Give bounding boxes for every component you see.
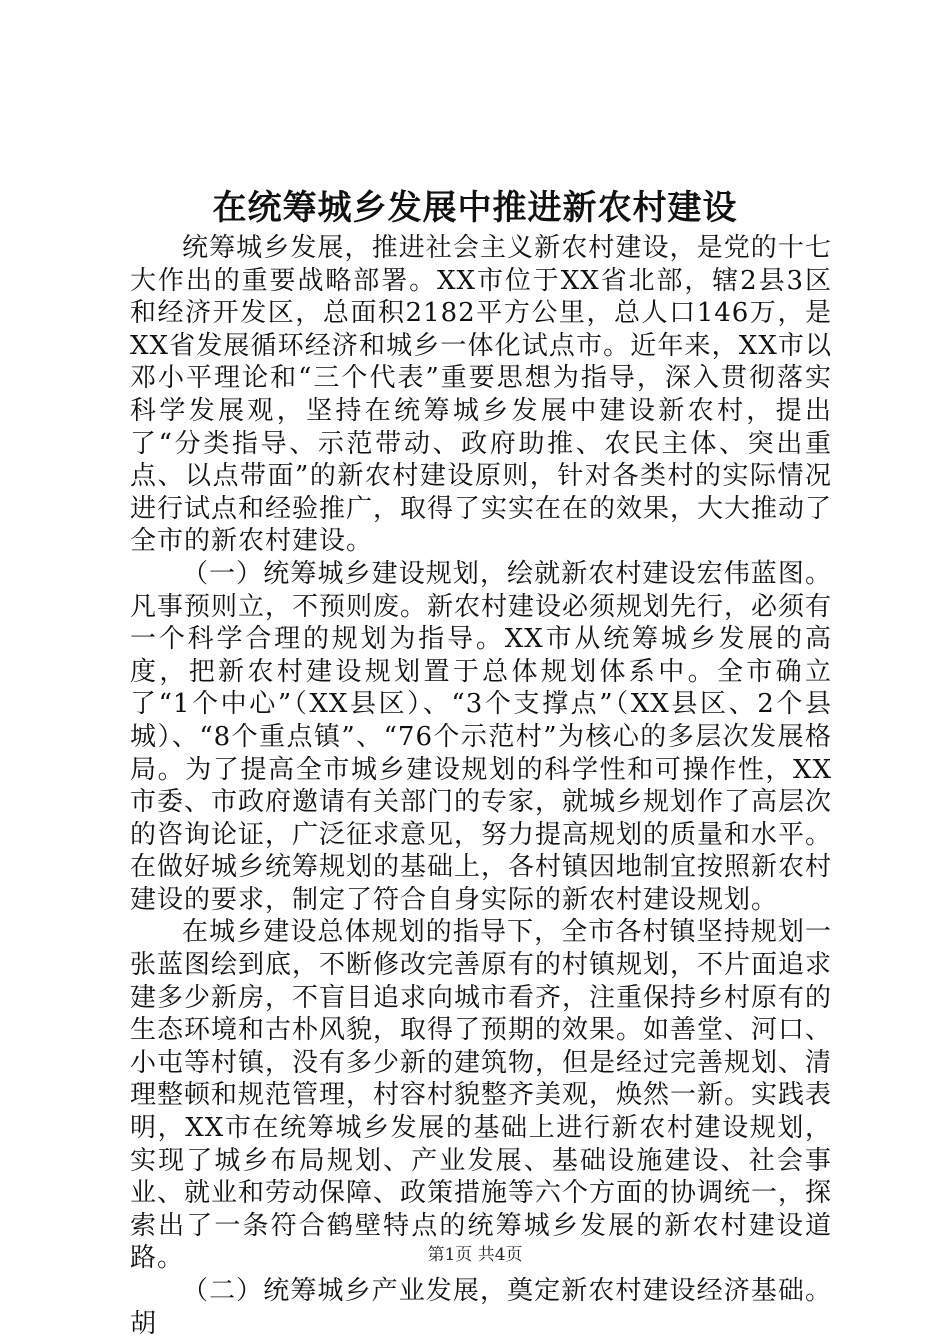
paragraph-section-1: （一）统筹城乡建设规划，绘就新农村建设宏伟蓝图。凡事预则立，不预则废。新农村建设必须规划先行，必须有一个科学合理的规划为指导。XX市从统筹城乡发展的高度，把新农村建设规划置于总体规划体系中。全市确立了“1个中心”（XX县区）、“3个支撑点”（XX县区、2个县城）、“8个重点镇”、“76个示范村”为核心的多层次发展格局。为了提高全市城乡建设规划的科学性和可操作性，XX市委、市政府邀请有关部门的专家，就城乡规划作了高层次的咨询论证，广泛征求意见，努力提高规划的质量和水平。在做好城乡统筹规划的基础上，各村镇因地制宜按照新农村建设的要求，制定了符合自身实际的新农村建设规划。 [130, 558, 833, 915]
paragraph-section-1-cont: 在城乡建设总体规划的指导下，全市各村镇坚持规划一张蓝图绘到底，不断修改完善原有的村镇规划，不片面追求建多少新房，不盲目追求向城市看齐，注重保持乡村原有的生态环境和古朴风貌，取得了预期的效果。如善堂、河口、小屯等村镇，没有多少新的建筑物，但是经过完善规划、清理整顿和规范管理，村容村貌整齐美观，焕然一新。实践表明，XX市在统筹城乡发展的基础上进行新农村建设规划，实现了城乡布局规划、产业发展、基础设施建设、社会事业、就业和劳动保障、政策措施等六个方面的协调统一，探索出了一条符合鹤壁特点的统筹城乡发展的新农村建设道路。 [130, 917, 833, 1274]
document-body [130, 232, 832, 1340]
paragraph-section-2: （二）统筹城乡产业发展，奠定新农村建设经济基础。胡 [130, 1276, 832, 1339]
document-title: 在统筹城乡发展中推进新农村建设 [212, 188, 738, 228]
paragraph-intro: 统筹城乡发展，推进社会主义新农村建设，是党的十七大作出的重要战略部署。XX市位于XX省北部，辖2县3区和经济开发区，总面积2182平方公里，总人口146万，是XX省发展循环经济和城乡一体化试点市。近年来，XX市以邓小平理论和“三个代表”重要思想为指导，深入贯彻落实科学发展观，坚持在统筹城乡发展中建设新农村，提出了“分类指导、示范带动、政府助推、农民主体、突出重点、以点带面”的新农村建设原则，针对各类村的实际情况进行试点和经验推广，取得了实实在在的效果，大大推动了全市的新农村建设。 [130, 233, 833, 557]
page-footer: 第1页 共4页 [427, 1245, 523, 1265]
